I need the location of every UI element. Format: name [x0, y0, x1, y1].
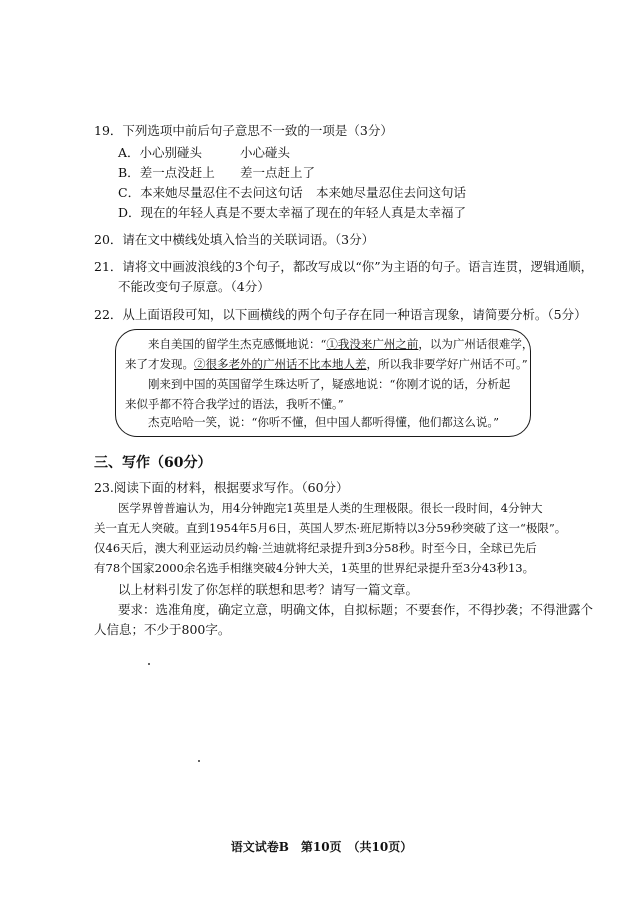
underlined-sentence-2: ②很多老外的广州话不比本地人差 [194, 357, 367, 371]
material-line-1: 医学界曾普遍认为，用4分钟跑完1英里是人类的生理极限。很长一段时间，4分钟大 [118, 501, 543, 515]
speck-mark [148, 663, 150, 665]
question-21-line1: 21．请将文中画波浪线的3个句子，都改写成以“你”为主语的句子。语言连贯，逻辑通顺， [94, 259, 594, 274]
question-19-option-a: A．小心别碰头 [118, 145, 203, 160]
question-20: 20．请在文中横线处填入恰当的关联词语。（3分） [94, 232, 375, 247]
question-19-option-d-right: 现在的年轻人真是太幸福了 [316, 205, 467, 220]
speck-mark [198, 760, 200, 762]
question-19-option-c: C．本来她尽量忍住不去问这句话 [118, 185, 303, 200]
question-21-line2: 不能改变句子原意。（4分） [118, 279, 270, 294]
quote-line-5: 杰克哈哈一笑，说：“你听不懂，但中国人都听得懂，他们都这么说。” [148, 415, 500, 429]
quote-line-1: 来自美国的留学生杰克感慨地说：“①我没来广州之前，以为广州话很难学， [148, 337, 534, 351]
material-line-4: 有78个国家2000余名选手相继突破4分钟大关，1英里的世界纪录提升至3分43秒13。 [94, 561, 535, 575]
prompt-line: 以上材料引发了你怎样的联想和思考？请写一篇文章。 [118, 582, 419, 597]
question-19-option-c-right: 本来她尽量忍住去问这句话 [316, 185, 467, 200]
page-footer: 语文试卷B 第10页 （共10页） [230, 840, 413, 854]
requirements-line-1: 要求：选准角度，确定立意，明确文体，自拟标题；不要套作，不得抄袭；不得泄露个 [118, 602, 594, 617]
question-19-option-a-right: 小心碰头 [240, 145, 291, 160]
quote-line-4: 来似乎都不符合我学过的语法，我听不懂。” [125, 397, 344, 411]
question-23-stem: 23.阅读下面的材料，根据要求写作。（60分） [94, 480, 349, 495]
question-19-option-b-right: 差一点赶上了 [240, 165, 316, 180]
question-19-stem: 19．下列选项中前后句子意思不一致的一项是（3分） [94, 123, 393, 138]
quote-line-3: 刚来到中国的英国留学生珠达听了，疑惑地说：“你刚才说的话，分析起 [148, 377, 511, 391]
quote-line-2: 来了才发现。②很多老外的广州话不比本地人差，所以我非要学好广州话不可。” [125, 357, 528, 371]
requirements-line-2: 人信息；不少于800字。 [94, 622, 231, 637]
material-line-2: 关一直无人突破。直到1954年5月6日，英国人罗杰·班尼斯特以3分59秒突破了这一“极限”。 [94, 521, 567, 535]
question-22: 22．从上面语段可知，以下画横线的两个句子存在同一种语言现象，请简要分析。（5分） [94, 307, 587, 322]
material-line-3: 仅46天后，澳大利亚运动员约翰·兰迪就将纪录提升到3分58秒。时至今日，全球已先后 [94, 541, 537, 555]
question-19-option-b: B．差一点没赶上 [118, 165, 215, 180]
underlined-sentence-1: ①我没来广州之前 [326, 337, 419, 351]
question-19-option-d: D．现在的年轻人真是不要太幸福了 [118, 205, 316, 220]
section-3-heading: 三、写作（60分） [94, 455, 212, 471]
